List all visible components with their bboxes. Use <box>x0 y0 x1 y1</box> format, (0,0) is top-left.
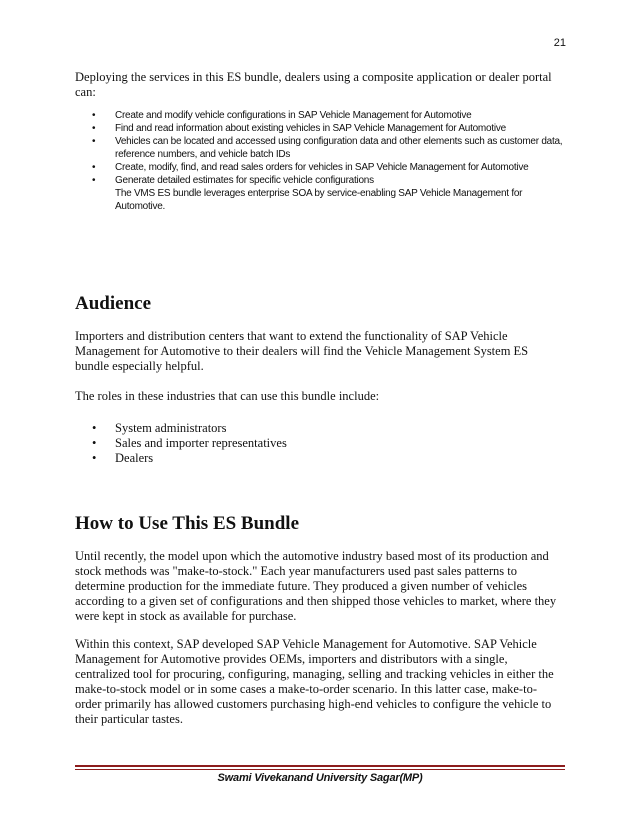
audience-heading: Audience <box>75 293 151 314</box>
role-item: • System administrators <box>75 421 565 436</box>
howto-heading: How to Use This ES Bundle <box>75 513 300 534</box>
footer-text: Swami Vivekanand University Sagar(MP) <box>217 772 423 784</box>
role-item: • Dealers <box>75 451 565 466</box>
intro-bullet-item-last <box>75 174 565 213</box>
intro-paragraph: Deploying the services in this ES bundle, dealers using a composite application or dealer portal can: <box>75 70 552 99</box>
footer-rule <box>75 765 565 767</box>
intro-bullet-list <box>75 109 565 213</box>
role-item: • Sales and importer representatives <box>75 436 565 451</box>
footer-rule-thin <box>75 769 565 770</box>
intro-bullet-item: • Create, modify, find, and read sales orders for vehicles in SAP Vehicle Management for Automotive <box>75 161 565 174</box>
intro-bullet-item: • Find and read information about existing vehicles in SAP Vehicle Management for Automotive <box>75 122 565 135</box>
page-number: 21 <box>553 37 566 49</box>
intro-bullet-text: Generate detailed estimates for specific vehicle configurations <box>115 175 374 186</box>
audience-paragraph: Importers and distribution centers that want to extend the functionality of SAP Vehicle Management for Automotive to their dealers will find the Vehicle Management System ES bundle especially helpful. <box>75 329 529 373</box>
roles-intro-paragraph: The roles in these industries that can use this bundle include: <box>75 389 380 403</box>
intro-bullet-item: • Vehicles can be located and accessed using configuration data and other elements such as customer data, reference numbers, and vehicle batch IDs <box>75 135 565 161</box>
intro-bullet-continuation: The VMS ES bundle leverages enterprise SOA by service-enabling SAP Vehicle Management for Automotive. <box>115 188 523 212</box>
roles-bullet-list <box>75 421 565 466</box>
intro-bullet-item: • Create and modify vehicle configurations in SAP Vehicle Management for Automotive <box>75 109 565 122</box>
howto-paragraph-1: Until recently, the model upon which the automotive industry based most of its production and stock methods was "make-to-stock." Each year manufacturers used past sales patterns to determine production for the immediate future. They produced a given number of vehicles according to a given set of configurations and then shipped those vehicles to market, where they were kept in stock as available for purchase. <box>75 549 557 623</box>
howto-paragraph-2: Within this context, SAP developed SAP Vehicle Management for Automotive. SAP Vehicle Management for Automotive provides OEMs, importers and distributors with a single, centralized tool for procuring, configuring, managing, selling and tracking vehicles in either the make-to-stock model or in some cases a make-to-order scenario. In this latter case, make-to-order primarily has allowed customers purchasing high-end vehicles to configure the vehicle to their particular tastes. <box>75 637 554 726</box>
